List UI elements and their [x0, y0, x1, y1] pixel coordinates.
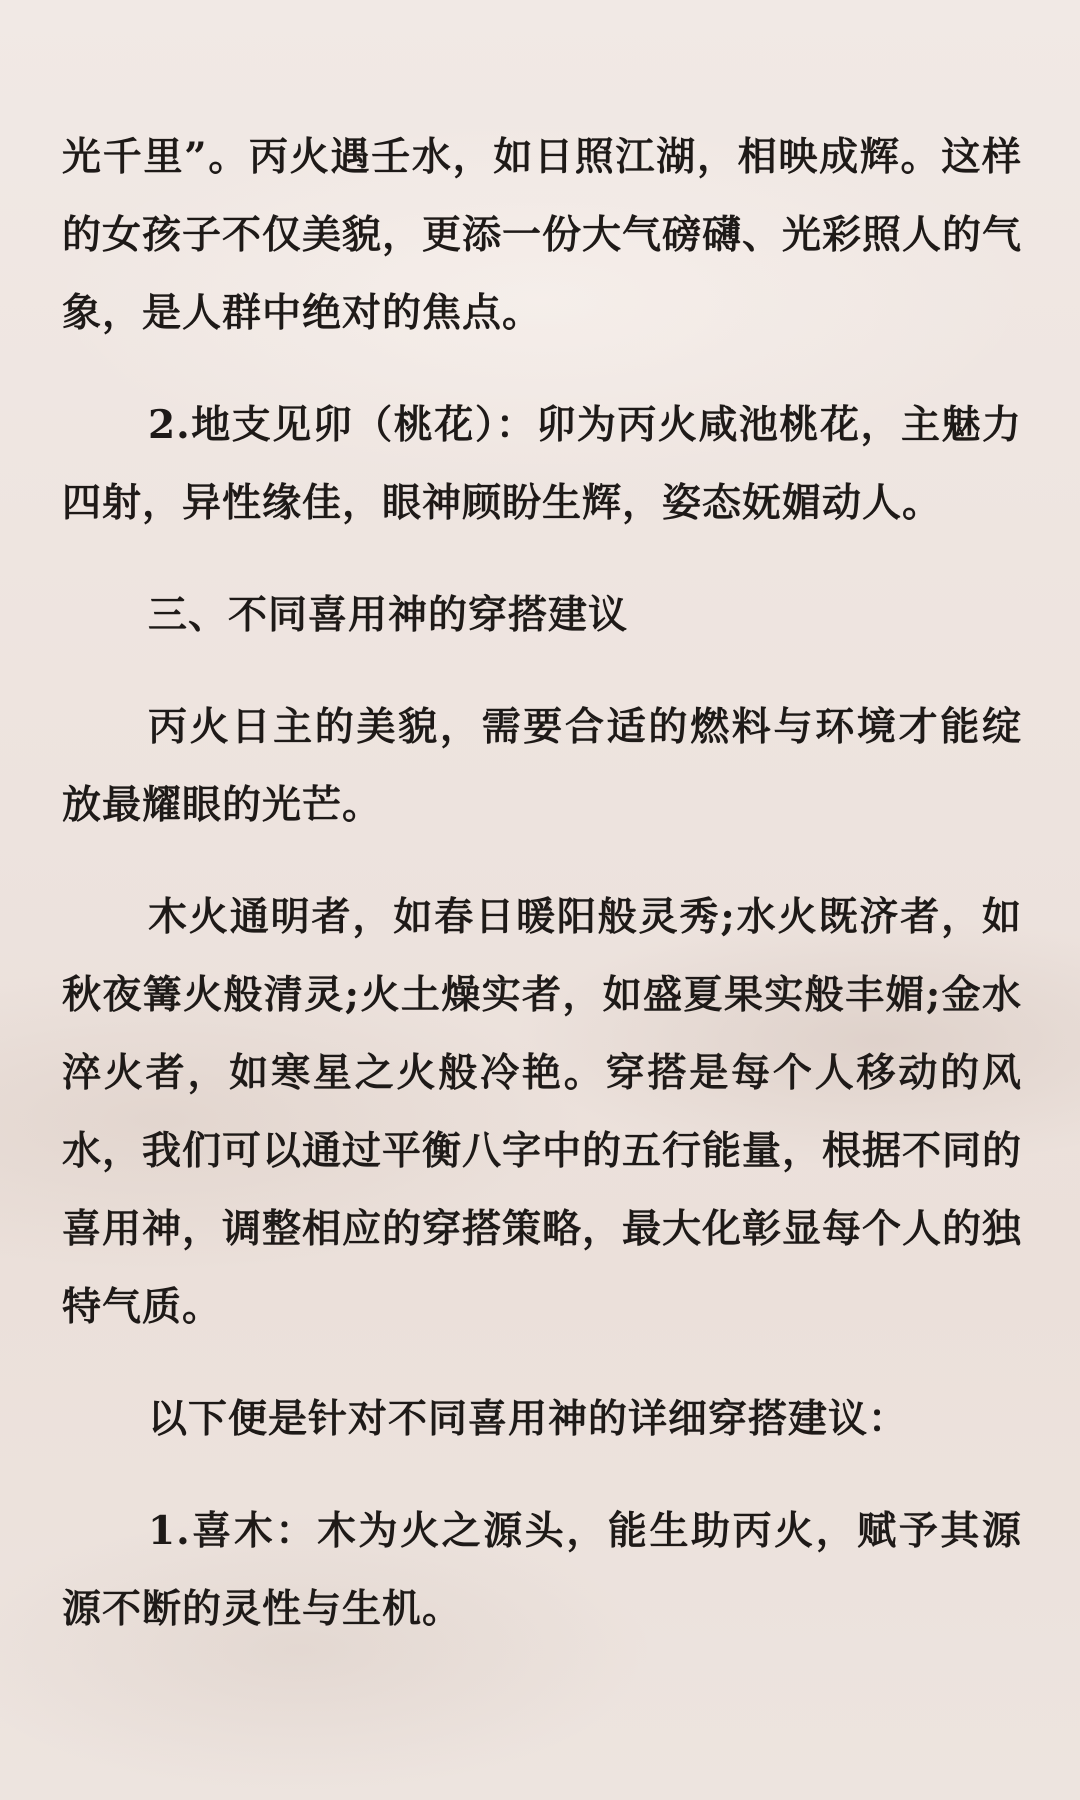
article-body	[62, 118, 1022, 1682]
paragraph-3: 丙火日主的美貌，需要合适的燃料与环境才能绽放最耀眼的光芒。	[62, 704, 1022, 828]
paragraph-5: 以下便是针对不同喜用神的详细穿搭建议：	[148, 1396, 909, 1442]
paragraph-1: 光千里”。丙火遇壬水，如日照江湖，相映成辉。这样的女孩子不仅美貌，更添一份大气磅礴、光彩照人的气象，是人群中绝对的焦点。	[62, 134, 1023, 336]
paragraph-2: 2.地支见卯（桃花）：卯为丙火咸池桃花，主魅力四射，异性缘佳，眼神顾盼生辉，姿态妩媚动人。	[62, 402, 1022, 526]
paragraph-4: 木火通明者，如春日暖阳般灵秀;水火既济者，如秋夜篝火般清灵;火土燥实者，如盛夏果实般丰媚;金水淬火者，如寒星之火般冷艳。穿搭是每个人移动的风水，我们可以通过平衡八字中的五行能量，根据不同的喜用神，调整相应的穿搭策略，最大化彰显每个人的独特气质。	[62, 894, 1023, 1330]
section-heading: 三、不同喜用神的穿搭建议	[148, 592, 629, 638]
paragraph-6: 1.喜木：木为火之源头，能生助丙火，赋予其源源不断的灵性与生机。	[62, 1508, 1022, 1632]
